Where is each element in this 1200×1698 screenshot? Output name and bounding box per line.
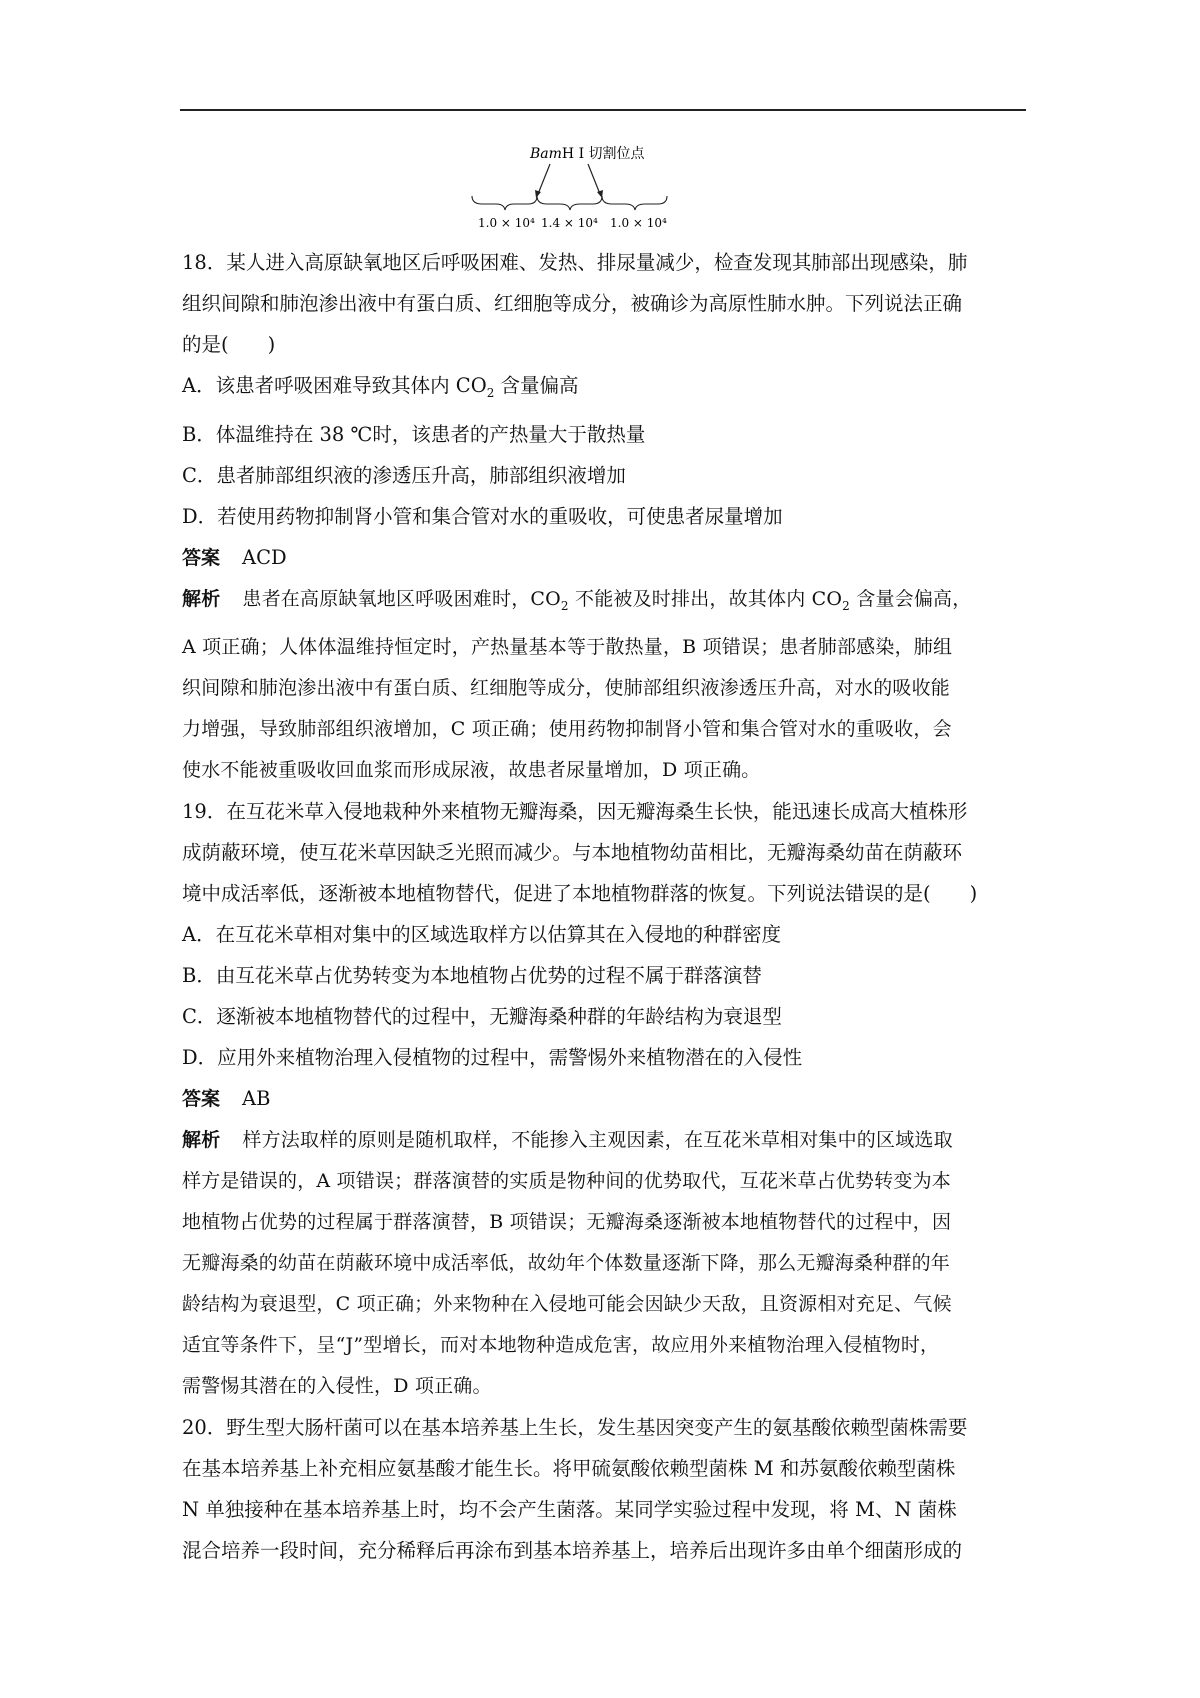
q18-option-a-sub: 2 [486,385,495,400]
q19-explanation-line-7: 需警惕其潜在的入侵性，D 项正确。 [182,1374,492,1397]
segment-label-3: 1.0 × 10⁴ [610,216,667,230]
q18-option-a [182,365,1028,414]
q18-answer [182,537,1028,579]
q19-explanation-line-6: 适宜等条件下，呈“J”型增长，而对本地物种造成危害，故应用外来植物治理入侵植物时， [182,1333,940,1356]
restriction-map-figure [470,138,750,233]
restriction-map-svg [470,138,750,233]
q18-explanation-line-4: 力增强，导致肺部组织液增加，C 项正确；使用药物抑制肾小管和集合管对水的重吸收，会 [182,717,952,740]
segment-brace-1 [472,196,537,210]
q19-expl-l1-text: 样方法取样的原则是随机取样，不能掺入主观因素，在互花米草相对集中的区域选取 [242,1128,953,1151]
q18-explanation-line-2: A 项正确；人体体温维持恒定时，产热量基本等于散热量，B 项错误；患者肺部感染，肺组 [182,635,953,658]
q20-stem-line-2: 在基本培养基上补充相应氨基酸才能生长。将甲硫氨酸依赖型菌株 M 和苏氨酸依赖型菌株 [182,1456,956,1480]
q19-explanation-line-1 [182,1120,1028,1161]
q19-option-d: D．应用外来植物治理入侵植物的过程中，需警惕外来植物潜在的入侵性 [182,1045,803,1069]
q19-option-b: B．由互花米草占优势转变为本地植物占优势的过程不属于群落演替 [182,963,762,987]
q19-explanation-label: 解析 [182,1128,221,1151]
q18-option-a-tail: 含量偏高 [494,374,579,397]
q19-stem-line-3: 境中成活率低，逐渐被本地植物替代，促进了本地植物群落的恢复。下列说法错误的是( ) [182,881,978,905]
q19-option-a: A．在互花米草相对集中的区域选取样方以估算其在入侵地的种群密度 [182,922,782,946]
q19-stem-line-1: 19．在互花米草入侵地栽种外来植物无瓣海桑，因无瓣海桑生长快，能迅速长成高大植株形 [182,799,968,823]
q19-answer-label: 答案 [182,1087,221,1110]
figure-title-italic: Bam [530,146,562,162]
q19-explanation-line-5: 龄结构为衰退型，C 项正确；外来物种在入侵地可能会因缺少天敌，且资源相对充足、气候 [182,1292,952,1315]
q19-explanation-line-3: 地植物占优势的过程属于群落演替，B 项错误；无瓣海桑逐渐被本地植物替代的过程中，因 [182,1210,952,1233]
q19-option-c: C．逐渐被本地植物替代的过程中，无瓣海桑种群的年龄结构为衰退型 [182,1004,782,1028]
q18-explanation-label: 解析 [182,587,221,610]
q20-stem-line-3: N 单独接种在基本培养基上时，均不会产生菌落。某同学实验过程中发现，将 M、N 菌株 [182,1497,957,1521]
q18-expl-sub-1: 2 [560,598,569,613]
q19-stem-line-2: 成荫蔽环境，使互花米草因缺乏光照而减少。与本地植物幼苗相比，无瓣海桑幼苗在荫蔽环 [182,840,963,864]
q18-stem-line-1: 18．某人进入高原缺氧地区后呼吸困难、发热、排尿量减少，检查发现其肺部出现感染，肺 [182,251,968,274]
q18-option-d: D．若使用药物抑制肾小管和集合管对水的重吸收，可使患者尿量增加 [182,504,783,528]
q18-explanation-line-1 [182,579,1028,627]
cut-arrowhead-left [535,190,541,198]
cut-arrow-right [588,164,600,194]
segment-brace-3 [602,196,667,210]
q18-stem-line-2: 组织间隙和肺泡渗出液中有蛋白质、红细胞等成分，被确诊为高原性肺水肿。下列说法正确 [182,292,963,315]
q20-stem-line-1: 20．野生型大肠杆菌可以在基本培养基上生长，发生基因突变产生的氨基酸依赖型菌株需要 [182,1415,968,1439]
cut-arrow-left [538,164,550,194]
q18-option-b: B．体温维持在 38 ℃时，该患者的产热量大于散热量 [182,422,646,446]
page-content [182,242,1028,1571]
q18-expl-l1-c: 含量会偏高， [850,587,972,610]
segment-label-2: 1.4 × 10⁴ [541,216,598,230]
segment-label-1: 1.0 × 10⁴ [478,216,535,230]
q19-explanation-line-4: 无瓣海桑的幼苗在荫蔽环境中成活率低，故幼年个体数量逐渐下降，那么无瓣海桑种群的年 [182,1251,951,1274]
q18-stem-line-3: 的是( ) [182,333,276,356]
q19-answer [182,1078,1028,1120]
q18-explanation-line-3: 织间隙和肺泡渗出液中有蛋白质、红细胞等成分，使肺部组织液渗透压升高，对水的吸收能 [182,676,951,699]
q18-option-a-text: A．该患者呼吸困难导致其体内 CO [182,374,487,397]
figure-title [529,145,646,162]
header-rule [180,109,1026,111]
q18-expl-l1-a: 患者在高原缺氧地区呼吸困难时，CO [242,587,561,610]
q18-explanation-line-5: 使水不能被重吸收回血浆而形成尿液，故患者尿量增加，D 项正确。 [182,758,761,781]
q20-stem-line-4: 混合培养一段时间，充分稀释后再涂布到基本培养基上，培养后出现许多由单个细菌形成的 [182,1538,963,1562]
q19-explanation-line-2: 样方是错误的，A 项错误；群落演替的实质是物种间的优势取代，互花米草占优势转变为本 [182,1169,951,1192]
q18-answer-value: ACD [242,545,287,569]
q18-option-c: C．患者肺部组织液的渗透压升高，肺部组织液增加 [182,463,626,487]
q18-answer-label: 答案 [182,546,221,569]
q18-expl-l1-b: 不能被及时排出，故其体内 CO [568,587,843,610]
q18-expl-sub-2: 2 [842,598,851,613]
segment-brace-2 [537,196,602,210]
figure-title-rest: H Ⅰ 切割位点 [561,146,645,162]
q19-answer-value: AB [242,1086,271,1110]
